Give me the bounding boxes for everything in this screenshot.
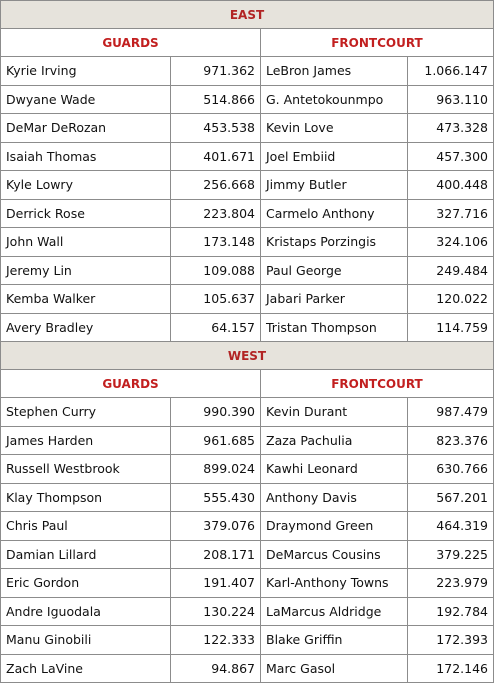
table-row (1, 285, 494, 314)
table-row (1, 256, 494, 285)
guard-name: Chris Paul (1, 512, 171, 541)
guard-votes: 256.668 (171, 171, 261, 200)
frontcourt-votes: 567.201 (408, 483, 494, 512)
frontcourt-votes: 987.479 (408, 398, 494, 427)
guard-votes: 208.171 (171, 540, 261, 569)
frontcourt-votes: 172.146 (408, 654, 494, 683)
position-header-row (1, 29, 494, 57)
frontcourt-votes: 379.225 (408, 540, 494, 569)
table-row (1, 512, 494, 541)
guard-name: Kyle Lowry (1, 171, 171, 200)
guard-votes: 971.362 (171, 57, 261, 86)
guard-name: Andre Iguodala (1, 597, 171, 626)
guard-name: DeMar DeRozan (1, 114, 171, 143)
frontcourt-votes: 120.022 (408, 285, 494, 314)
guard-votes: 64.157 (171, 313, 261, 342)
frontcourt-name: Paul George (261, 256, 408, 285)
guards-header: GUARDS (1, 370, 261, 398)
guard-name: Manu Ginobili (1, 626, 171, 655)
frontcourt-votes: 114.759 (408, 313, 494, 342)
table-row (1, 398, 494, 427)
guard-votes: 555.430 (171, 483, 261, 512)
frontcourt-name: Carmelo Anthony (261, 199, 408, 228)
table-row (1, 569, 494, 598)
guard-name: Damian Lillard (1, 540, 171, 569)
guard-votes: 94.867 (171, 654, 261, 683)
guard-name: Avery Bradley (1, 313, 171, 342)
frontcourt-votes: 823.376 (408, 426, 494, 455)
frontcourt-votes: 630.766 (408, 455, 494, 484)
frontcourt-header: FRONTCOURT (261, 370, 494, 398)
table-row (1, 228, 494, 257)
guard-name: Kyrie Irving (1, 57, 171, 86)
frontcourt-name: LeBron James (261, 57, 408, 86)
table-row (1, 85, 494, 114)
frontcourt-name: Kristaps Porzingis (261, 228, 408, 257)
table-row (1, 597, 494, 626)
frontcourt-name: Kevin Durant (261, 398, 408, 427)
guard-votes: 401.671 (171, 142, 261, 171)
guard-votes: 379.076 (171, 512, 261, 541)
table-row (1, 142, 494, 171)
frontcourt-name: Karl-Anthony Towns (261, 569, 408, 598)
frontcourt-name: G. Antetokounmpo (261, 85, 408, 114)
guard-votes: 514.866 (171, 85, 261, 114)
frontcourt-votes: 400.448 (408, 171, 494, 200)
guard-votes: 109.088 (171, 256, 261, 285)
guard-name: Eric Gordon (1, 569, 171, 598)
vote-table-body (1, 1, 494, 683)
table-row (1, 540, 494, 569)
guard-name: James Harden (1, 426, 171, 455)
frontcourt-votes: 223.979 (408, 569, 494, 598)
table-row (1, 626, 494, 655)
frontcourt-name: Jimmy Butler (261, 171, 408, 200)
guard-name: Dwyane Wade (1, 85, 171, 114)
conference-header-west (1, 342, 494, 370)
frontcourt-votes: 963.110 (408, 85, 494, 114)
guard-votes: 990.390 (171, 398, 261, 427)
frontcourt-name: Zaza Pachulia (261, 426, 408, 455)
conference-title: EAST (1, 1, 494, 29)
frontcourt-votes: 249.484 (408, 256, 494, 285)
guard-name: Russell Westbrook (1, 455, 171, 484)
table-row (1, 313, 494, 342)
table-row (1, 426, 494, 455)
table-row (1, 57, 494, 86)
frontcourt-name: Marc Gasol (261, 654, 408, 683)
frontcourt-name: LaMarcus Aldridge (261, 597, 408, 626)
table-row (1, 199, 494, 228)
frontcourt-name: Kawhi Leonard (261, 455, 408, 484)
frontcourt-votes: 1.066.147 (408, 57, 494, 86)
guard-votes: 191.407 (171, 569, 261, 598)
table-row (1, 455, 494, 484)
guard-votes: 173.148 (171, 228, 261, 257)
guard-votes: 453.538 (171, 114, 261, 143)
guard-votes: 122.333 (171, 626, 261, 655)
guard-votes: 899.024 (171, 455, 261, 484)
frontcourt-votes: 327.716 (408, 199, 494, 228)
guard-votes: 130.224 (171, 597, 261, 626)
guard-name: Klay Thompson (1, 483, 171, 512)
guard-votes: 961.685 (171, 426, 261, 455)
frontcourt-name: Anthony Davis (261, 483, 408, 512)
guard-votes: 105.637 (171, 285, 261, 314)
frontcourt-votes: 473.328 (408, 114, 494, 143)
guard-name: Derrick Rose (1, 199, 171, 228)
frontcourt-name: Joel Embiid (261, 142, 408, 171)
table-row (1, 114, 494, 143)
conference-header-east (1, 1, 494, 29)
guard-votes: 223.804 (171, 199, 261, 228)
position-header-row (1, 370, 494, 398)
frontcourt-votes: 172.393 (408, 626, 494, 655)
frontcourt-votes: 457.300 (408, 142, 494, 171)
table-row (1, 171, 494, 200)
frontcourt-name: DeMarcus Cousins (261, 540, 408, 569)
table-row (1, 483, 494, 512)
frontcourt-votes: 324.106 (408, 228, 494, 257)
conference-title: WEST (1, 342, 494, 370)
guards-header: GUARDS (1, 29, 261, 57)
frontcourt-votes: 192.784 (408, 597, 494, 626)
guard-name: Kemba Walker (1, 285, 171, 314)
frontcourt-name: Tristan Thompson (261, 313, 408, 342)
frontcourt-name: Jabari Parker (261, 285, 408, 314)
guard-name: Stephen Curry (1, 398, 171, 427)
frontcourt-header: FRONTCOURT (261, 29, 494, 57)
guard-name: Jeremy Lin (1, 256, 171, 285)
frontcourt-votes: 464.319 (408, 512, 494, 541)
guard-name: John Wall (1, 228, 171, 257)
guard-name: Isaiah Thomas (1, 142, 171, 171)
table-row (1, 654, 494, 683)
frontcourt-name: Kevin Love (261, 114, 408, 143)
frontcourt-name: Blake Griffin (261, 626, 408, 655)
guard-name: Zach LaVine (1, 654, 171, 683)
frontcourt-name: Draymond Green (261, 512, 408, 541)
